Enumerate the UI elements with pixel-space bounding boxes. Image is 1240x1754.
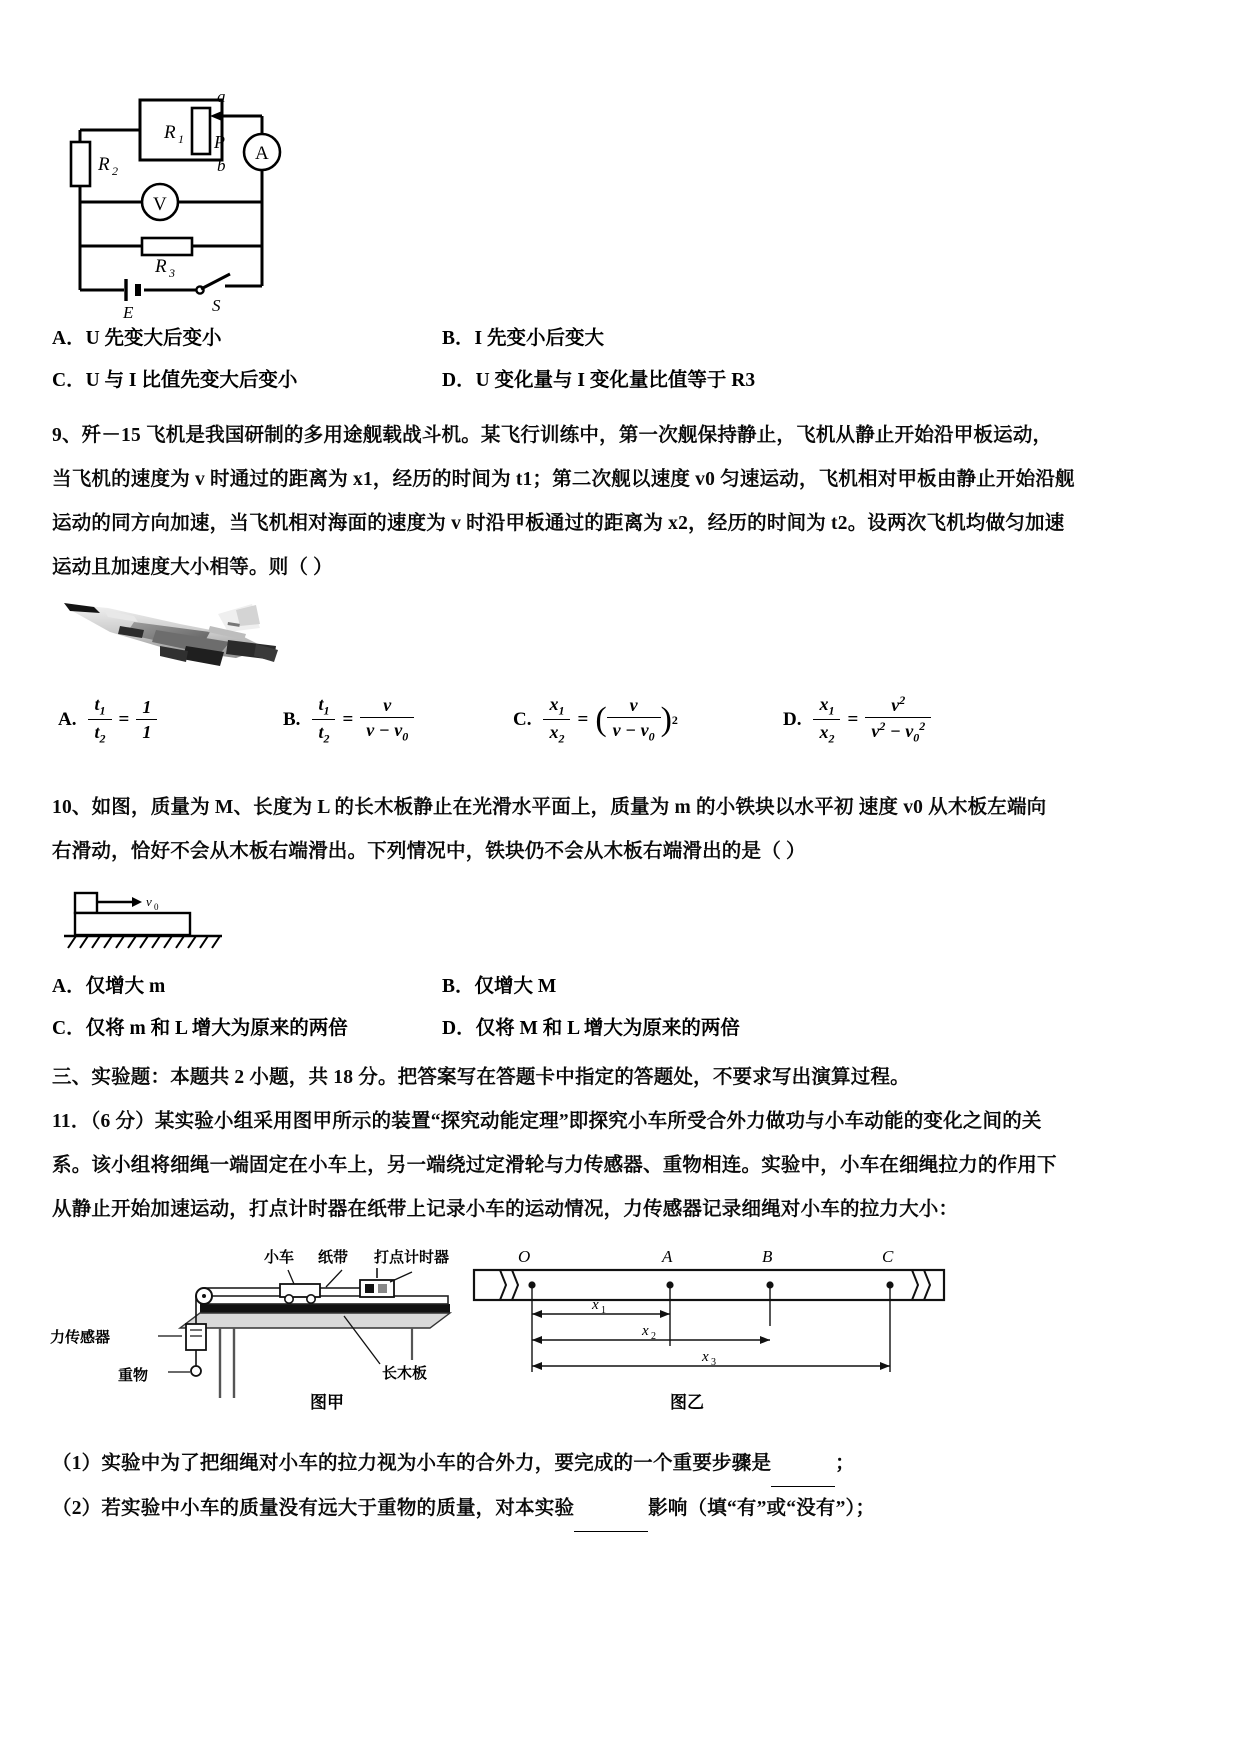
page-content bbox=[52, 0, 1202, 1532]
q10-option-c[interactable]: C．仅将 m 和 L 增大为原来的两倍 bbox=[52, 1018, 348, 1039]
fighter-jet-svg bbox=[60, 596, 320, 678]
svg-text:2: 2 bbox=[112, 164, 118, 178]
label-timer: 打点计时器 bbox=[374, 1249, 450, 1266]
q11-sub-1-tail: ； bbox=[835, 1453, 855, 1474]
q9-option-d-lhs: $\frac{x_1}{x_2}$ bbox=[813, 694, 840, 747]
q10-option-b[interactable]: B．仅增大 M bbox=[442, 976, 557, 997]
q10-option-a[interactable]: A．仅增大 m bbox=[52, 976, 166, 997]
q9-option-c-rhs: $\frac{v}{v - v_0}$ bbox=[607, 695, 661, 744]
svg-text:3: 3 bbox=[169, 266, 175, 280]
q9-line-2: 当飞机的速度为 v 时通过的距离为 x1，经历的时间为 t1；第二次舰以速度 v0 匀速运动，飞机相对甲板由静止开始沿舰 bbox=[52, 469, 1075, 490]
svg-text:0: 0 bbox=[154, 902, 159, 912]
label-cart: 小车 bbox=[264, 1249, 295, 1266]
q9-option-d[interactable]: D. $\frac{x_1}{x_2}$ = $\frac{v^2}{v^2 - v_0^2}$ bbox=[783, 694, 1013, 747]
q9-option-a-rhs: $\frac{1}{1}$ bbox=[136, 697, 157, 742]
q11-sub-1-text: （1）实验中为了把细绳对小车的拉力视为小车的合外力，要完成的一个重要步骤是 bbox=[52, 1453, 772, 1474]
q11-sub-2-text: （2）若实验中小车的质量没有远大于重物的质量，对本实验 bbox=[52, 1498, 575, 1519]
svg-text:3: 3 bbox=[711, 1357, 716, 1368]
q9-line-4: 运动且加速度大小相等。则（ ） bbox=[52, 557, 333, 578]
label-b-terminal: b bbox=[217, 156, 226, 175]
svg-text:1: 1 bbox=[601, 1305, 606, 1316]
label-switch: S bbox=[212, 296, 221, 315]
tape-point-c: C bbox=[882, 1247, 894, 1266]
q11-answer-blank-2[interactable] bbox=[574, 1487, 648, 1532]
tape-dist-x2: x bbox=[642, 1323, 649, 1339]
label-tape: 纸带 bbox=[318, 1249, 349, 1266]
q11-line-3: 从静止开始加速运动，打点计时器在纸带上记录小车的运动情况，力传感器记录细绳对小车的拉力大小： bbox=[52, 1199, 959, 1220]
label-ammeter: A bbox=[255, 143, 269, 164]
apparatus-diagram-svg bbox=[112, 1238, 512, 1408]
circuit-diagram-figure bbox=[62, 86, 362, 322]
label-force-sensor: 力传感器 bbox=[50, 1329, 111, 1346]
svg-text:1: 1 bbox=[178, 132, 184, 146]
tape-point-b: B bbox=[762, 1247, 773, 1266]
tape-dist-x3: x bbox=[702, 1349, 709, 1365]
q9-option-c[interactable]: C. $\frac{x_1}{x_2}$ = ( $\frac{v}{v - v_0}$ ) 2 bbox=[513, 693, 678, 746]
q11-line-2: 系。该小组将细绳一端固定在小车上，另一端绕过定滑轮与力传感器、重物相连。实验中，小车在细绳拉力的作用下 bbox=[52, 1155, 1057, 1176]
q8-options-row-2 bbox=[52, 360, 1202, 402]
block-on-board-svg bbox=[62, 884, 282, 954]
q9-option-a-label: A. bbox=[58, 709, 77, 730]
label-weight: 重物 bbox=[118, 1367, 149, 1384]
block-on-board-figure bbox=[62, 884, 282, 954]
label-v0: v bbox=[146, 894, 152, 909]
q8-options-row-1 bbox=[52, 318, 1202, 360]
q11-line-1: 11．（6 分）某实验小组采用图甲所示的装置“探究动能定理”即探究小车所受合外力做功与小车动能的变化之间的关 bbox=[52, 1111, 1042, 1132]
tape-dist-x1: x bbox=[592, 1297, 599, 1313]
q9-option-b-label: B. bbox=[283, 709, 301, 730]
q11-answer-blank-1[interactable] bbox=[771, 1442, 835, 1487]
section-3-heading: 三、实验题：本题共 2 小题，共 18 分。把答案写在答题卡中指定的答题处，不要求写出演算过程。 bbox=[52, 1067, 910, 1088]
q9-option-c-label: C. bbox=[513, 709, 532, 730]
q11-sub-2-tail: 影响（填“有”或“没有”）； bbox=[648, 1498, 876, 1519]
q10-option-d[interactable]: D．仅将 M 和 L 增大为原来的两倍 bbox=[442, 1018, 740, 1039]
q9-options-row bbox=[52, 680, 1202, 760]
q9-line-3: 运动的同方向加速，当飞机相对海面的速度为 v 时沿甲板通过的距离为 x2，经历的时间为 t2。设两次飞机均做匀加速 bbox=[52, 513, 1065, 534]
q11-sub-2 bbox=[52, 1487, 1202, 1532]
q9-option-d-rhs: $\frac{v^2}{v^2 - v_0^2}$ bbox=[865, 694, 931, 745]
caption-figure-jia: 图甲 bbox=[310, 1393, 344, 1412]
circuit-diagram-svg bbox=[62, 86, 362, 322]
tape-point-o: O bbox=[518, 1247, 531, 1266]
q8-option-b[interactable]: B．I 先变小后变大 bbox=[442, 328, 604, 349]
fighter-jet-photo bbox=[60, 596, 320, 676]
q9-option-b-rhs: $\frac{v}{v - v_0}$ bbox=[360, 695, 414, 744]
q10-options-row-2 bbox=[52, 1008, 1202, 1050]
tape-diagram-svg bbox=[460, 1247, 960, 1434]
caption-figure-yi: 图乙 bbox=[670, 1393, 704, 1412]
svg-text:2: 2 bbox=[651, 1331, 656, 1342]
q8-option-d[interactable]: D．U 变化量与 I 变化量比值等于 R3 bbox=[442, 370, 756, 391]
q9-option-a[interactable]: A. $\frac{t_1}{t_2}$ = $\frac{1}{1}$ bbox=[52, 694, 283, 747]
label-battery: E bbox=[123, 303, 134, 322]
q9-option-c-power: 2 bbox=[671, 712, 678, 727]
q9-option-a-lhs: $\frac{t_1}{t_2}$ bbox=[88, 694, 111, 747]
q8-option-c[interactable]: C．U 与 I 比值先变大后变小 bbox=[52, 370, 298, 391]
tape-point-a: A bbox=[662, 1247, 673, 1266]
q11-sub-1 bbox=[52, 1442, 1202, 1487]
q9-line-1: 9、歼－15 飞机是我国研制的多用途舰载战斗机。某飞行训练中，第一次舰保持静止，飞机从静止开始沿甲板运动， bbox=[52, 425, 1053, 446]
q9-option-b[interactable]: B. $\frac{t_1}{t_2}$ = $\frac{v}{v - v_0}$ bbox=[283, 694, 513, 747]
label-r1: R bbox=[164, 122, 176, 143]
experiment-figure bbox=[50, 1238, 1112, 1418]
label-a-terminal: a bbox=[217, 87, 226, 106]
q8-option-a[interactable]: A．U 先变大后变小 bbox=[52, 328, 222, 349]
label-r3: R bbox=[155, 256, 167, 277]
label-r2: R bbox=[98, 154, 110, 175]
q9-option-d-label: D. bbox=[783, 709, 802, 730]
q10-line-1: 10、如图，质量为 M、长度为 L 的长木板静止在光滑水平面上，质量为 m 的小铁块以水平初 速度 v0 从木板左端向 bbox=[52, 797, 1047, 818]
label-p-wiper: P bbox=[214, 132, 225, 152]
q9-option-b-lhs: $\frac{t_1}{t_2}$ bbox=[312, 694, 335, 747]
label-long-board: 长木板 bbox=[382, 1365, 428, 1382]
q10-line-2: 右滑动，恰好不会从木板右端滑出。下列情况中，铁块仍不会从木板右端滑出的是（ ） bbox=[52, 841, 806, 862]
label-voltmeter: V bbox=[153, 194, 167, 215]
q10-options-row-1 bbox=[52, 966, 1202, 1008]
q9-option-c-lhs: $\frac{x_1}{x_2}$ bbox=[543, 694, 570, 747]
